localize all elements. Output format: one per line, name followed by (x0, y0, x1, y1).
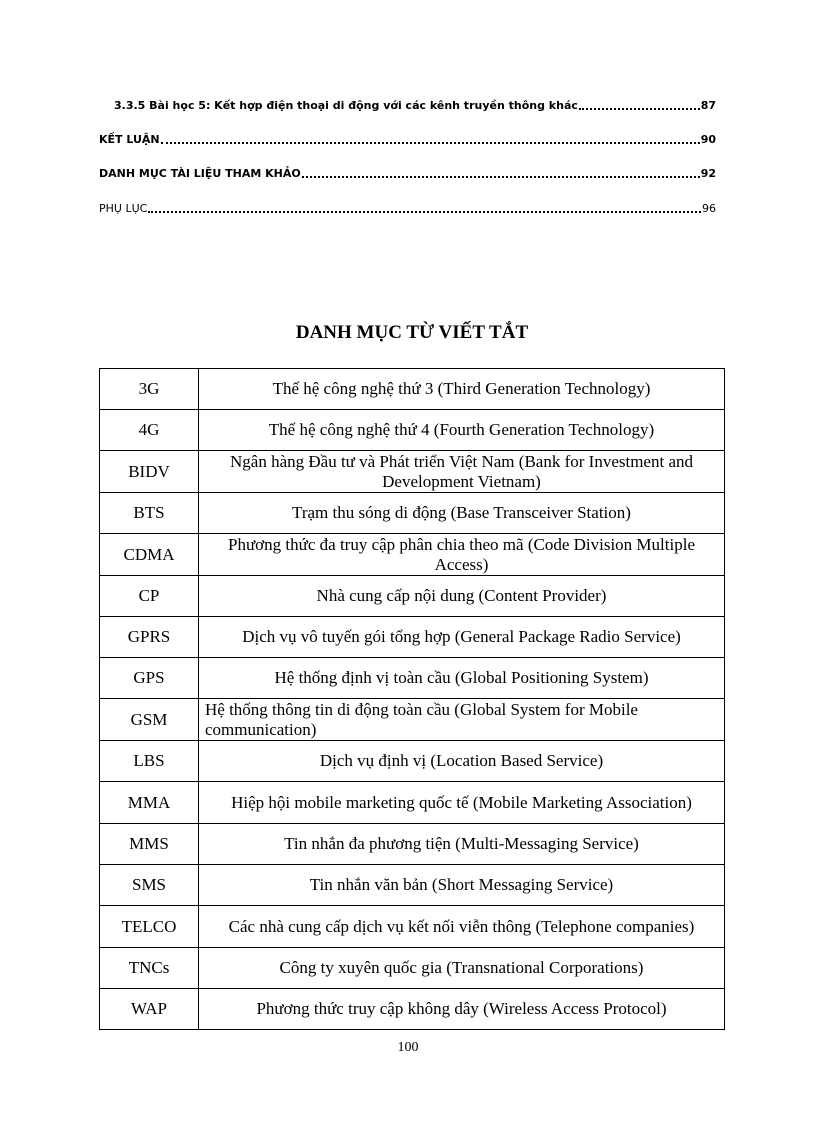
table-row (100, 782, 725, 824)
abbreviation-meaning: Thế hệ công nghệ thứ 4 (Fourth Generation Technology) (199, 410, 725, 451)
toc-entry-page: 90 (700, 133, 716, 146)
abbreviation-meaning: Tin nhắn văn bản (Short Messaging Service) (199, 865, 725, 906)
abbreviation-code: TELCO (100, 906, 199, 948)
abbreviation-code: MMA (100, 782, 199, 824)
table-row (100, 493, 725, 534)
abbreviation-code: MMS (100, 824, 199, 865)
toc-entry[interactable] (99, 132, 716, 147)
abbreviation-meaning: Công ty xuyên quốc gia (Transnational Corporations) (199, 948, 725, 989)
toc-entry-title: DANH MỤC TÀI LIỆU THAM KHẢO (99, 167, 301, 180)
toc-leader-dots (302, 166, 700, 178)
abbreviation-code: BTS (100, 493, 199, 534)
toc-entry-page: 87 (700, 99, 716, 112)
table-row (100, 534, 725, 576)
abbreviation-code: WAP (100, 989, 199, 1030)
abbreviation-meaning: Trạm thu sóng di động (Base Transceiver Station) (199, 493, 725, 534)
table-row (100, 658, 725, 699)
abbreviation-meaning: Phương thức đa truy cập phân chia theo mã (Code Division Multiple Access) (199, 534, 725, 576)
abbreviation-meaning: Hiệp hội mobile marketing quốc tế (Mobile Marketing Association) (199, 782, 725, 824)
table-row (100, 369, 725, 410)
abbreviation-meaning: Các nhà cung cấp dịch vụ kết nối viễn thông (Telephone companies) (199, 906, 725, 948)
abbreviation-meaning: Thế hệ công nghệ thứ 3 (Third Generation Technology) (199, 369, 725, 410)
abbreviation-table (99, 368, 725, 1030)
page-number: 100 (397, 1040, 419, 1055)
abbreviation-meaning: Dịch vụ vô tuyến gói tổng hợp (General Package Radio Service) (199, 617, 725, 658)
abbreviation-meaning: Dịch vụ định vị (Location Based Service) (199, 741, 725, 782)
abbreviation-meaning: Nhà cung cấp nội dung (Content Provider) (199, 576, 725, 617)
toc-entry-title: KẾT LUẬN (99, 133, 160, 146)
table-row (100, 741, 725, 782)
abbreviation-code: LBS (100, 741, 199, 782)
abbreviation-code: GPS (100, 658, 199, 699)
table-row (100, 948, 725, 989)
table-row (100, 989, 725, 1030)
abbreviation-code: GSM (100, 699, 199, 741)
abbreviation-code: 3G (100, 369, 199, 410)
section-title: DANH MỤC TỪ VIẾT TẮT (295, 322, 529, 343)
abbreviation-meaning: Tin nhắn đa phương tiện (Multi-Messaging Service) (199, 824, 725, 865)
table-row (100, 617, 725, 658)
toc-entry[interactable] (99, 201, 716, 216)
abbreviation-code: CP (100, 576, 199, 617)
toc-leader-dots (161, 132, 700, 144)
abbreviation-code: SMS (100, 865, 199, 906)
toc-entry-title: 3.3.5 Bài học 5: Kết hợp điện thoại di động với các kênh truyền thông khác (114, 99, 578, 112)
abbreviation-code: BIDV (100, 451, 199, 493)
abbreviation-meaning: Hệ thống định vị toàn cầu (Global Positioning System) (199, 658, 725, 699)
abbreviation-code: TNCs (100, 948, 199, 989)
toc-leader-dots (579, 98, 700, 110)
abbreviation-code: CDMA (100, 534, 199, 576)
table-row (100, 824, 725, 865)
abbreviation-meaning: Phương thức truy cập không dây (Wireless Access Protocol) (199, 989, 725, 1030)
toc-entry-page: 96 (702, 202, 716, 215)
table-row (100, 865, 725, 906)
toc-entry[interactable] (99, 166, 716, 181)
table-row (100, 576, 725, 617)
toc-entry[interactable] (114, 98, 716, 113)
table-row (100, 410, 725, 451)
abbreviation-meaning: Hệ thống thông tin di động toàn cầu (Global System for Mobile communication) (199, 699, 725, 741)
toc-leader-dots (148, 201, 701, 213)
abbreviation-code: 4G (100, 410, 199, 451)
abbreviation-meaning: Ngân hàng Đầu tư và Phát triển Việt Nam (Bank for Investment and Development Vietnam) (199, 451, 725, 493)
abbreviation-code: GPRS (100, 617, 199, 658)
toc-entry-page: 92 (700, 167, 716, 180)
toc-entry-title: PHỤ LỤC (99, 202, 148, 215)
table-row (100, 451, 725, 493)
table-row (100, 906, 725, 948)
table-row (100, 699, 725, 741)
